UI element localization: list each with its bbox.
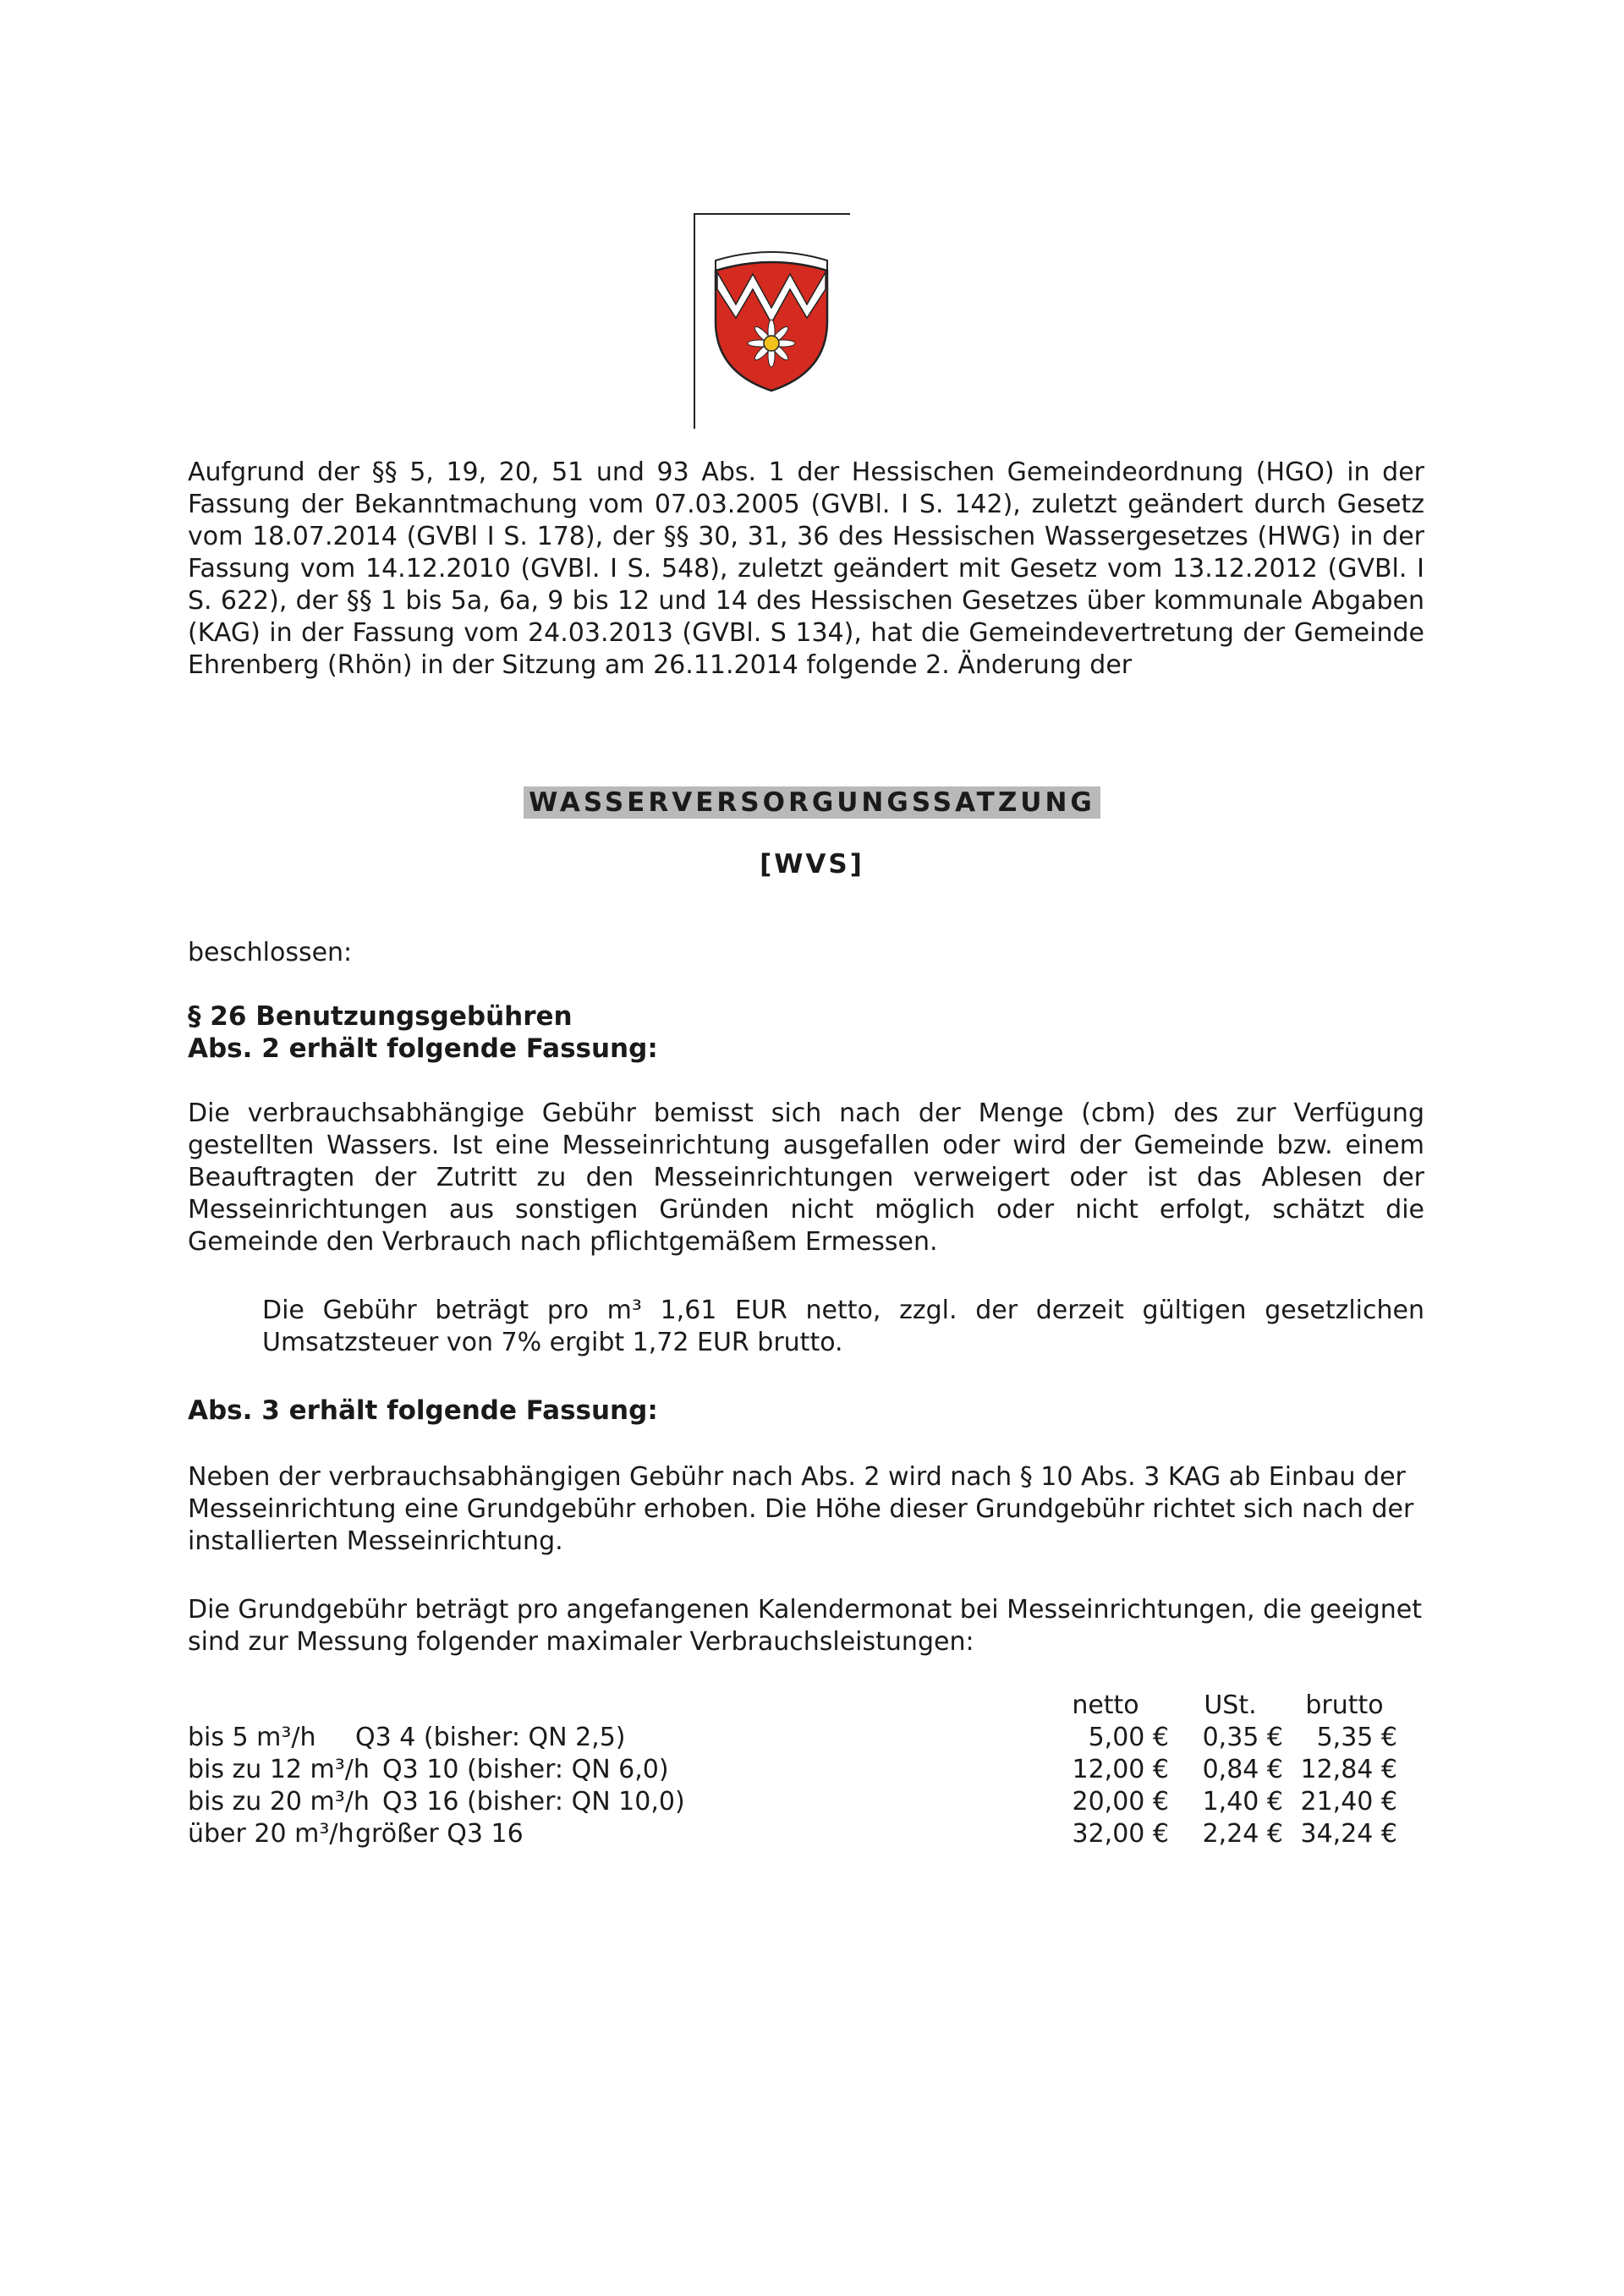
table-row [188,1754,1397,1786]
row-meter: größer Q3 16 [355,1819,524,1849]
row-meter: Q3 10 (bisher: QN 6,0) [382,1755,669,1784]
row-ust: 2,24 € [1202,1819,1283,1849]
table-row [188,1818,1397,1850]
abs2-heading: Abs. 2 erhält folgende Fassung: [188,1033,658,1064]
row-meter: Q3 16 (bisher: QN 10,0) [382,1787,685,1817]
section-heading-block [188,1000,658,1065]
row-brutto: 5,35 € [1316,1723,1397,1752]
intro-paragraph: Aufgrund der §§ 5, 19, 20, 51 und 93 Abs. 1 der Hessischen Gemeindeordnung (HGO) in der Fassung der Bekanntmachung vom 07.03.2005 (GVBl. I S. 142), zuletzt geändert durch Gesetz vom 18.07.2014 (GVBl I S. 178), der §§ 30, 31, 36 des Hessischen Wassergesetzes (HWG) in der Fassung vom 14.12.2010 (GVBl. I S. 548), zuletzt geändert mit Gesetz vom 13.12.2012 (GVBl. I S. 622), der §§ 1 bis 5a, 6a, 9 bis 12 und 14 des Hessischen Gesetzes über kommunale Abgaben (KAG) in der Fassung vom 24.03.2013 (GVBl. S 134), hat die Gemeindevertretung der Gemeinde Ehrenberg (Rhön) in der Sitzung am 26.11.2014 folgende 2. Änderung der [188,458,1424,680]
fee-table-header [188,1690,1384,1722]
row-meter: Q3 4 (bisher: QN 2,5) [355,1723,626,1752]
frame-horizontal-line [694,213,850,215]
resolved-label: beschlossen: [188,938,353,967]
table-row [188,1786,1397,1818]
row-netto: 32,00 € [1072,1819,1169,1849]
row-brutto: 34,24 € [1300,1819,1397,1849]
abs3-paragraph: Neben der verbrauchsabhängigen Gebühr nach Abs. 2 wird nach § 10 Abs. 3 KAG ab Einbau der Messeinrichtung eine Grundgebühr erhoben. Die Höhe dieser Grundgebühr richtet sich nach der installierten Messeinrichtung. [188,1462,1414,1556]
document-subtitle: [WVS] [760,849,864,879]
row-brutto: 21,40 € [1300,1787,1397,1817]
subtitle-row [0,848,1624,880]
row-ust: 0,35 € [1202,1723,1283,1752]
header-ust: USt. [1204,1690,1257,1720]
row-netto: 5,00 € [1088,1723,1169,1752]
abs3-paragraph-2: Die Grundgebühr beträgt pro angefangenen Kalendermonat bei Messeinrichtungen, die geeignet sind zur Messung folgender maximaler Verbrauchsleistungen: [188,1595,1423,1657]
frame-vertical-line [694,213,695,429]
row-brutto: 12,84 € [1300,1755,1397,1784]
abs3-heading: Abs. 3 erhält folgende Fassung: [188,1395,658,1426]
row-label: über 20 m³/h [188,1819,354,1849]
coat-of-arms-icon [704,237,839,397]
row-ust: 0,84 € [1202,1755,1283,1784]
header-brutto: brutto [1305,1690,1384,1720]
row-label: bis zu 20 m³/h [188,1787,370,1817]
row-ust: 1,40 € [1202,1787,1283,1817]
row-netto: 20,00 € [1072,1787,1169,1817]
section-heading: § 26 Benutzungsgebühren [188,1001,573,1032]
title-row [0,786,1624,819]
row-label: bis 5 m³/h [188,1723,316,1752]
document-title: WASSERVERSORGUNGSSATZUNG [524,786,1100,819]
fee-table [188,1690,1397,1850]
row-netto: 12,00 € [1072,1755,1169,1784]
abs2-paragraph: Die verbrauchsabhängige Gebühr bemisst sich nach der Menge (cbm) des zur Verfügung gestellten Wassers. Ist eine Messeinrichtung ausgefallen oder wird der Gemeinde bzw. einem Beauftragten der Zutritt zu den Messeinrichtungen verweigert oder ist das Ablesen der Messeinrichtungen aus sonstigen Gründen nicht möglich oder nicht erfolgt, schätzt die Gemeinde den Verbrauch nach pflichtgemäßem Ermessen. [188,1099,1424,1257]
abs2-fee-paragraph: Die Gebühr beträgt pro m³ 1,61 EUR netto, zzgl. der derzeit gültigen gesetzlichen Umsatzsteuer von 7% ergibt 1,72 EUR brutto. [262,1296,1424,1357]
row-label: bis zu 12 m³/h [188,1755,370,1784]
header-netto: netto [1072,1690,1139,1720]
table-row [188,1722,1397,1754]
